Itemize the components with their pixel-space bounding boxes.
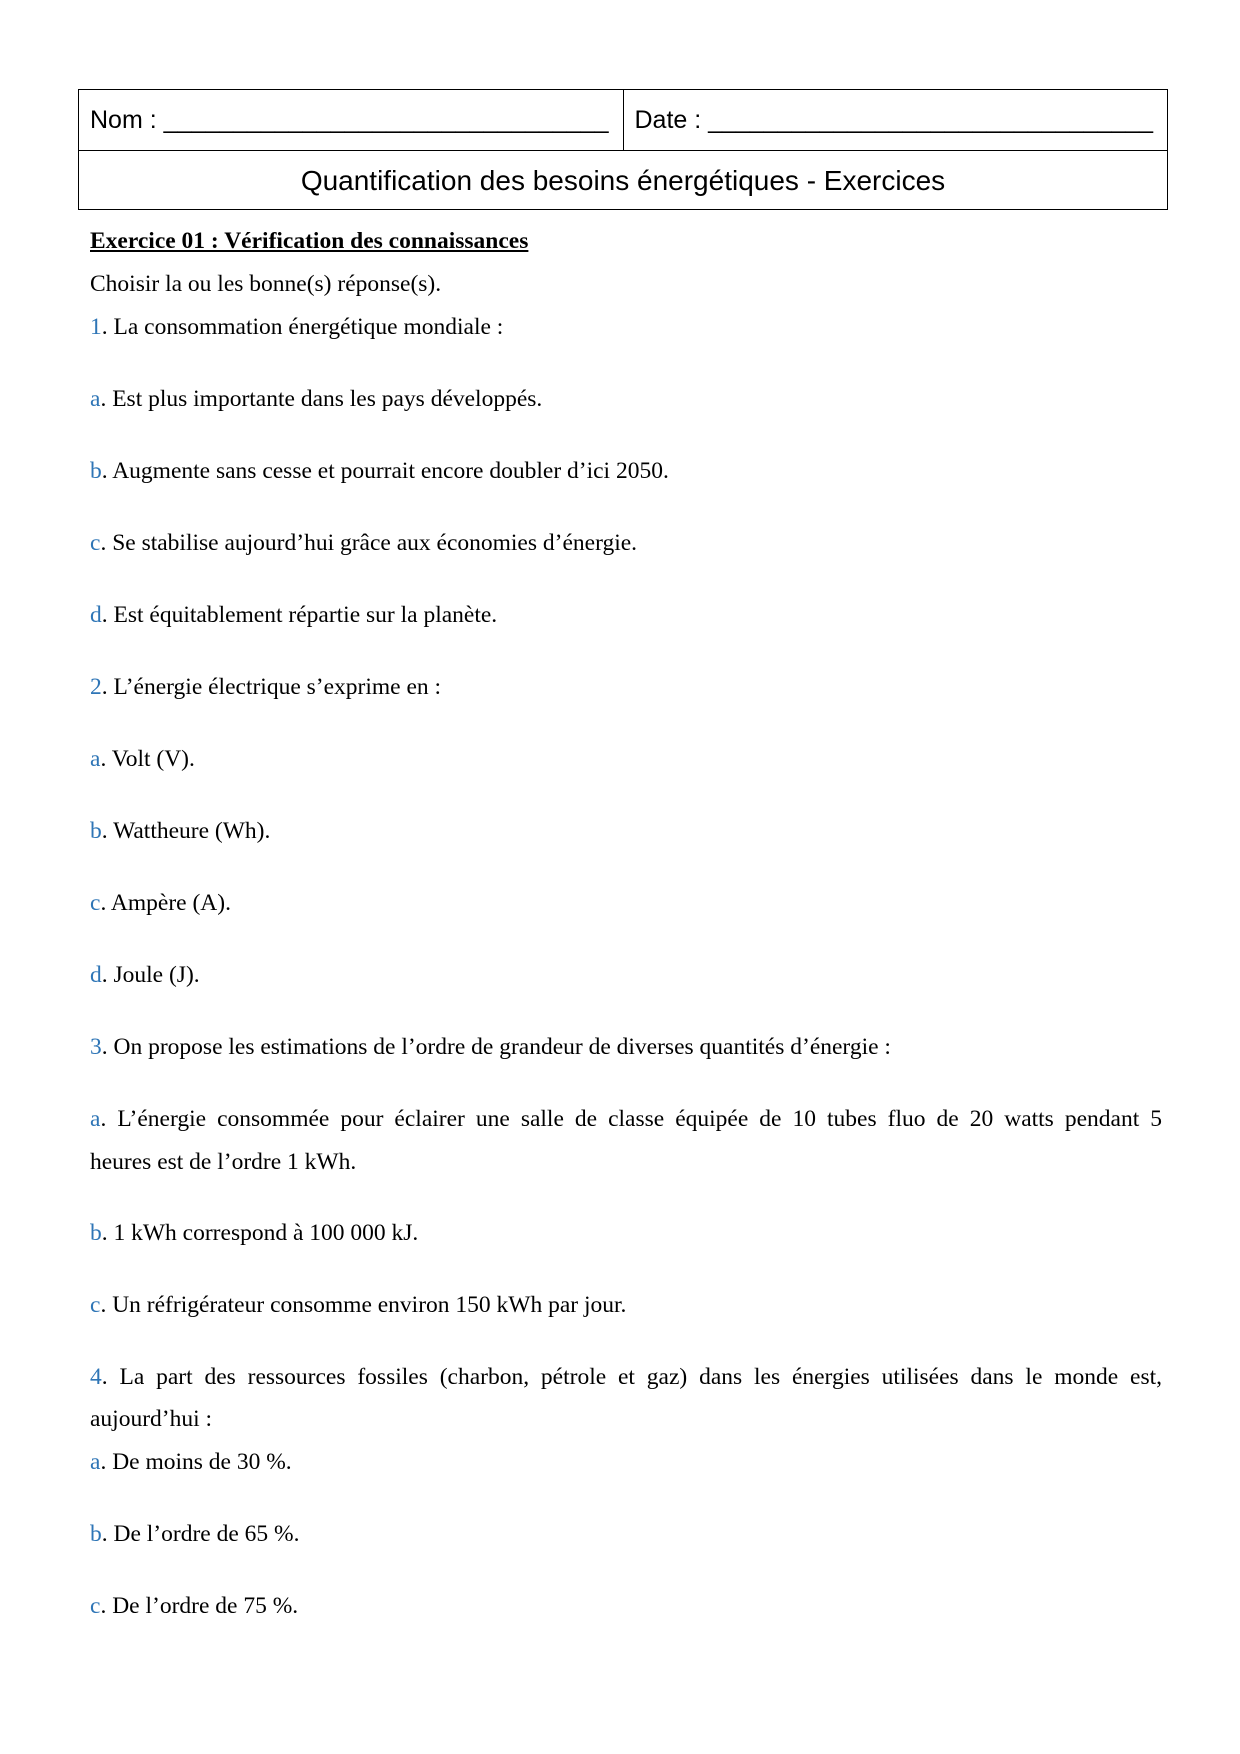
option-2a xyxy=(90,746,195,773)
option-4b xyxy=(90,1521,299,1548)
option-text: . Ampère (A). xyxy=(100,890,231,916)
option-text: . Est plus importante dans les pays développés. xyxy=(100,386,543,412)
header-row xyxy=(79,90,1167,151)
option-3a-continuation: heures est de l’ordre 1 kWh. xyxy=(90,1149,357,1175)
header-table xyxy=(78,89,1168,210)
option-text: . De moins de 30 %. xyxy=(100,1449,292,1475)
question-number: 3 xyxy=(90,1034,102,1060)
nom-field: Nom : ________________________________ xyxy=(79,90,624,150)
option-letter: c xyxy=(90,1593,101,1619)
option-text: . De l’ordre de 75 %. xyxy=(100,1593,299,1619)
question-text: . On propose les estimations de l’ordre de grandeur de diverses quantités d’énergie : xyxy=(101,1034,891,1060)
option-letter: a xyxy=(90,1106,101,1132)
option-1b xyxy=(90,458,669,485)
option-2b xyxy=(90,818,270,845)
option-letter: c xyxy=(90,890,101,916)
date-field: Date : ________________________________ xyxy=(634,105,1154,134)
option-3c xyxy=(90,1292,626,1319)
option-text: . Est équitablement répartie sur la planète. xyxy=(101,602,498,628)
option-3b xyxy=(90,1220,418,1247)
option-letter: a xyxy=(90,386,101,412)
option-2c xyxy=(90,890,231,917)
option-4c xyxy=(90,1593,298,1620)
question-text: . La consommation énergétique mondiale : xyxy=(101,314,504,340)
option-text: . Wattheure (Wh). xyxy=(101,818,271,844)
option-letter: b xyxy=(90,458,102,484)
option-letter: a xyxy=(90,1449,101,1475)
option-text: . Se stabilise aujourd’hui grâce aux économies d’énergie. xyxy=(100,530,638,556)
option-letter: b xyxy=(90,1220,102,1246)
option-4a xyxy=(90,1449,292,1476)
question-4 xyxy=(90,1364,1162,1391)
question-1 xyxy=(90,314,503,341)
option-letter: a xyxy=(90,746,101,772)
option-3a xyxy=(90,1106,1162,1133)
option-1c xyxy=(90,530,637,557)
question-text: . L’énergie électrique s’exprime en : xyxy=(101,674,442,700)
option-letter: c xyxy=(90,530,101,556)
question-2 xyxy=(90,674,441,701)
option-text: . Un réfrigérateur consomme environ 150 kWh par jour. xyxy=(100,1292,627,1318)
question-number: 4 xyxy=(90,1364,102,1390)
option-text: . L’énergie consommée pour éclairer une salle de classe équipée de 10 tubes fluo de 20 watts pendant 5 xyxy=(100,1106,1162,1132)
option-letter: c xyxy=(90,1292,101,1318)
question-3 xyxy=(90,1034,891,1061)
question-number: 2 xyxy=(90,674,102,700)
question-text: . La part des ressources fossiles (charbon, pétrole et gaz) dans les énergies utilisées dans le monde est, xyxy=(101,1364,1162,1390)
option-text: . Volt (V). xyxy=(100,746,195,772)
document-title: Quantification des besoins énergétiques - Exercices xyxy=(300,164,946,196)
option-text: . De l’ordre de 65 %. xyxy=(101,1521,300,1547)
instruction: Choisir la ou les bonne(s) réponse(s). xyxy=(90,271,442,297)
option-text: . Augmente sans cesse et pourrait encore doubler d’ici 2050. xyxy=(101,458,669,484)
option-letter: b xyxy=(90,818,102,844)
option-text: . 1 kWh correspond à 100 000 kJ. xyxy=(101,1220,419,1246)
option-1d xyxy=(90,602,497,629)
option-letter: d xyxy=(90,602,102,628)
question-4-continuation: aujourd’hui : xyxy=(90,1406,213,1432)
option-text: . Joule (J). xyxy=(101,962,200,988)
option-letter: d xyxy=(90,962,102,988)
option-letter: b xyxy=(90,1521,102,1547)
question-number: 1 xyxy=(90,314,102,340)
exercise-title: Exercice 01 : Vérification des connaissances xyxy=(90,228,529,254)
option-1a xyxy=(90,386,542,413)
option-2d xyxy=(90,962,200,989)
